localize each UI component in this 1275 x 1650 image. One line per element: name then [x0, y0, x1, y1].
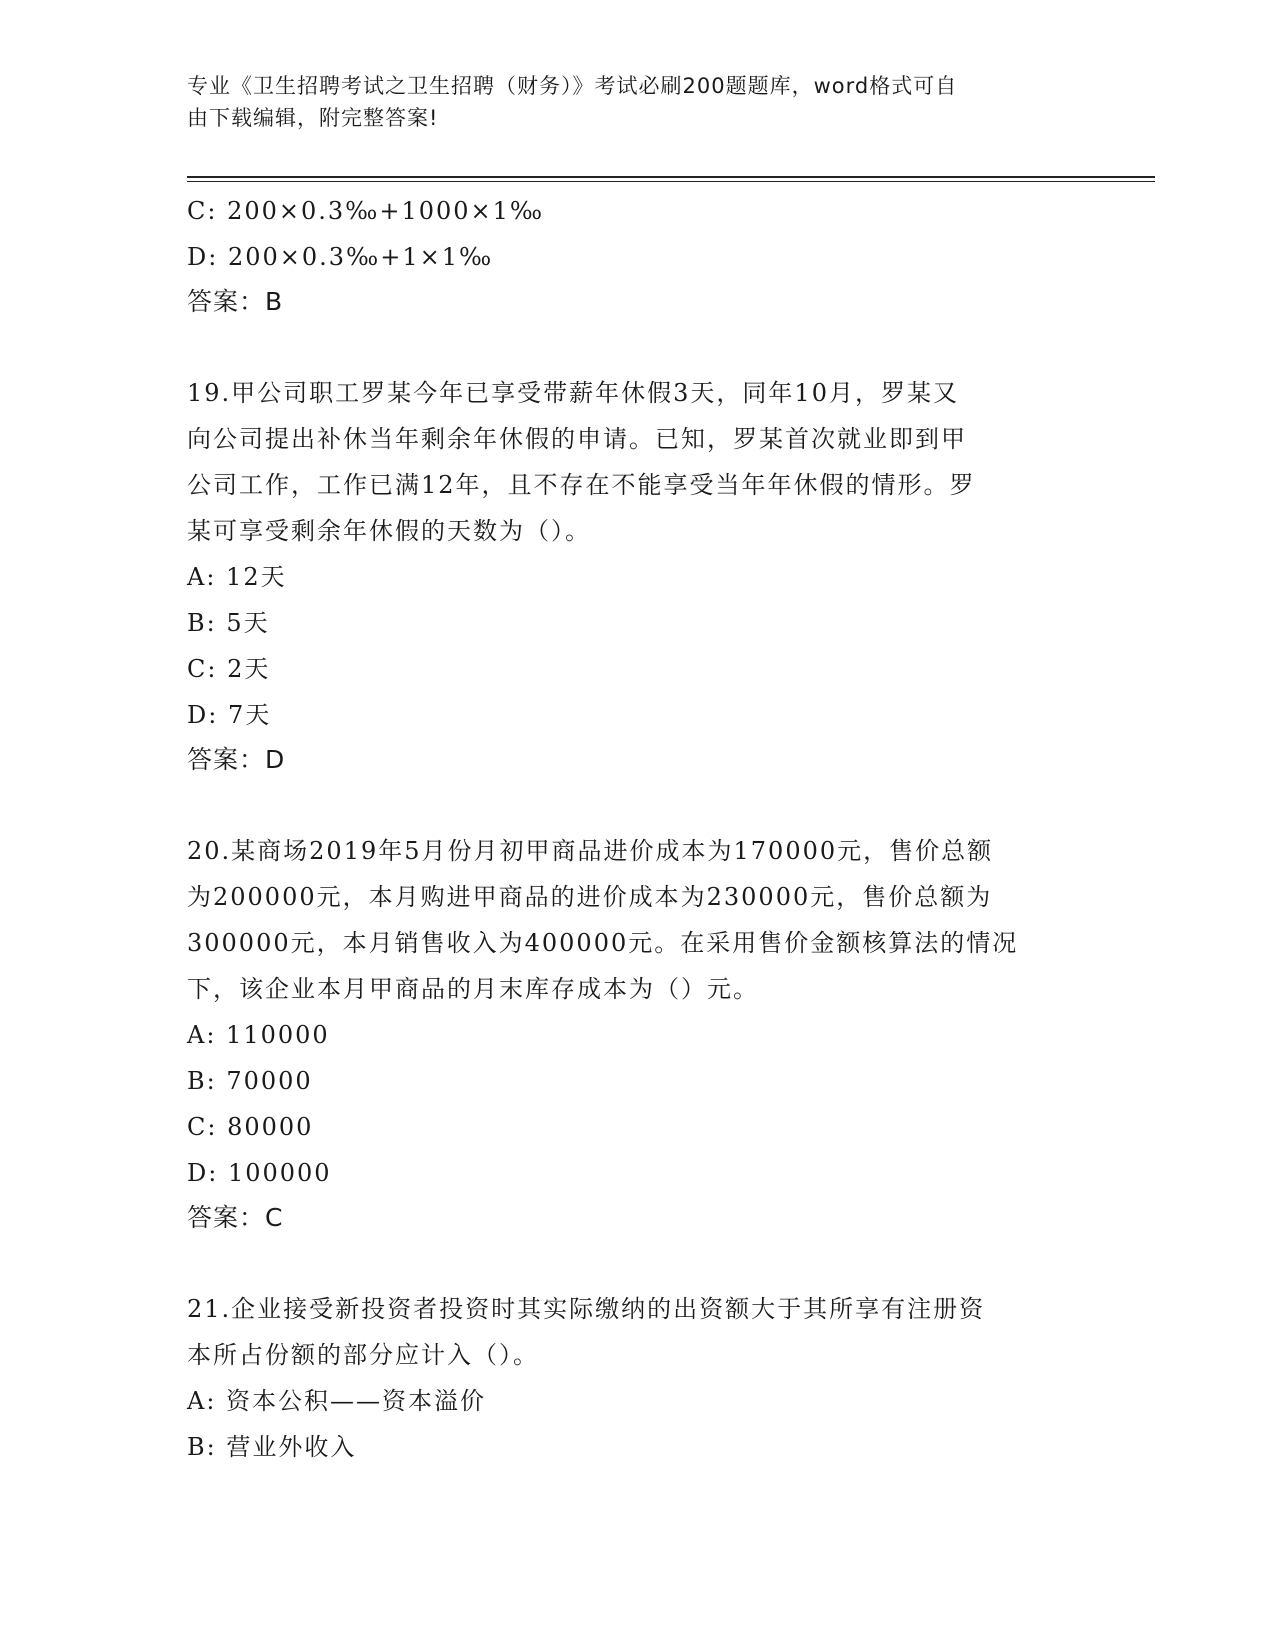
option-c: C: 200×0.3‰+1000×1‰ [187, 197, 545, 225]
question-19 [187, 370, 1087, 782]
header-rule-thin [187, 181, 1155, 182]
option-c: C: 2天 [187, 655, 271, 683]
question-content [187, 188, 1087, 1470]
page-header [187, 70, 1067, 134]
question-text-line: 20.某商场2019年5月份月初甲商品进价成本为170000元，售价总额 [187, 837, 994, 865]
spacer [187, 782, 1087, 828]
question-text-line: 向公司提出补休当年剩余年休假的申请。已知，罗某首次就业即到甲 [187, 425, 967, 453]
option-b: B: 营业外收入 [187, 1433, 357, 1461]
option-d: D: 200×0.3‰+1×1‰ [187, 243, 494, 271]
option-b: B: 70000 [187, 1067, 313, 1095]
option-a: A: 资本公积——资本溢价 [187, 1387, 487, 1415]
option-c: C: 80000 [187, 1113, 314, 1141]
question-text-line: 为200000元，本月购进甲商品的进价成本为230000元，售价总额为 [187, 883, 993, 911]
option-d: D: 100000 [187, 1159, 332, 1187]
question-text-line: 19.甲公司职工罗某今年已享受带薪年休假3天，同年10月，罗某又 [187, 379, 959, 407]
option-a: A: 12天 [187, 563, 287, 591]
question-text-line: 本所占份额的部分应计入（）。 [187, 1341, 539, 1369]
question-21 [187, 1286, 1087, 1470]
question-18 [187, 188, 1087, 324]
question-text-line: 公司工作，工作已满12年，且不存在不能享受当年年休假的情形。罗 [187, 471, 976, 499]
header-line-1: 专业《卫生招聘考试之卫生招聘（财务）》考试必刷200题题库，word格式可自 [187, 74, 958, 98]
header-line-2: 由下载编辑，附完整答案! [187, 106, 439, 130]
spacer [187, 1240, 1087, 1286]
option-b: B: 5天 [187, 609, 270, 637]
header-rule-thick [187, 176, 1155, 178]
answer-line: 答案：B [187, 287, 284, 316]
option-d: D: 7天 [187, 701, 272, 729]
answer-line: 答案：C [187, 1203, 284, 1232]
question-text-line: 21.企业接受新投资者投资时其实际缴纳的出资额大于其所享有注册资 [187, 1295, 986, 1323]
question-text-line: 300000元，本月销售收入为400000元。在采用售价金额核算法的情况 [187, 929, 1019, 957]
answer-line: 答案：D [187, 745, 286, 774]
question-20 [187, 828, 1087, 1240]
spacer [187, 324, 1087, 370]
question-text-line: 下，该企业本月甲商品的月末库存成本为（）元。 [187, 975, 759, 1003]
option-a: A: 110000 [187, 1021, 330, 1049]
question-text-line: 某可享受剩余年休假的天数为（）。 [187, 517, 591, 545]
